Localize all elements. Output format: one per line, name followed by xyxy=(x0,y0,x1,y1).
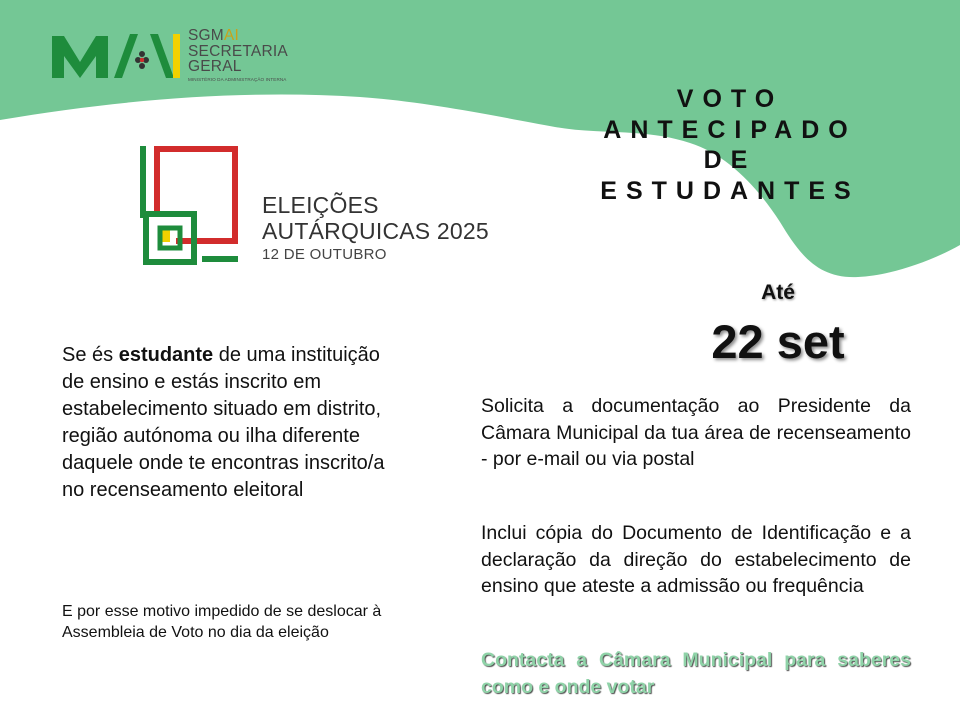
instruction-contact: Contacta a Câmara Municipal para saberes como e onde votar xyxy=(481,649,911,698)
eligibility-note: E por esse motivo impedido de se deslocar à Assembleia de Voto no dia da eleição xyxy=(62,603,382,641)
deadline-label: Até xyxy=(761,281,795,304)
elections-line2: AUTÁRQUICAS 2025 xyxy=(262,218,489,244)
eligibility-text xyxy=(62,342,392,504)
headline-line-4: ESTUDANTES xyxy=(600,176,860,205)
instruction-documents: Inclui cópia do Documento de Identificação e a declaração da direção do estabelecimento de ensino que ateste a admissão ou frequência xyxy=(481,522,911,597)
instruction-request: Solicita a documentação ao Presidente da Câmara Municipal da tua área de recenseamento - por e-mail ou via postal xyxy=(481,395,911,470)
intro-rest: de uma instituição de ensino e estás inscrito em estabelecimento situado em distrito, região autónoma ou ilha diferente daquele onde te encontras inscrito/a no recenseamento eleitoral xyxy=(62,344,385,501)
geral-label: GERAL xyxy=(188,58,242,75)
headline-line-2: ANTECIPADO xyxy=(603,115,857,144)
ministry-label: MINISTÉRIO DA ADMINISTRAÇÃO INTERNA xyxy=(188,76,287,82)
sgmai-title xyxy=(188,28,288,44)
secretaria-label: SECRETARIA xyxy=(188,42,288,60)
deadline-date: 22 set xyxy=(711,315,845,368)
elections-date: 12 DE OUTUBRO xyxy=(262,246,387,263)
elections-title xyxy=(262,194,489,262)
sgmai-prefix: SGM xyxy=(188,27,224,44)
elections-logo-icon xyxy=(138,142,248,267)
headline xyxy=(560,84,900,206)
headline-line-3: DE xyxy=(703,146,757,174)
sgmai-wordmark xyxy=(188,28,288,82)
intro-bold: estudante xyxy=(118,344,214,366)
intro-prefix: Se és xyxy=(62,344,119,366)
headline-line-1: VOTO xyxy=(676,85,784,113)
elections-line1: ELEIÇÕES xyxy=(262,192,379,218)
sgmai-ai: AI xyxy=(223,27,239,44)
